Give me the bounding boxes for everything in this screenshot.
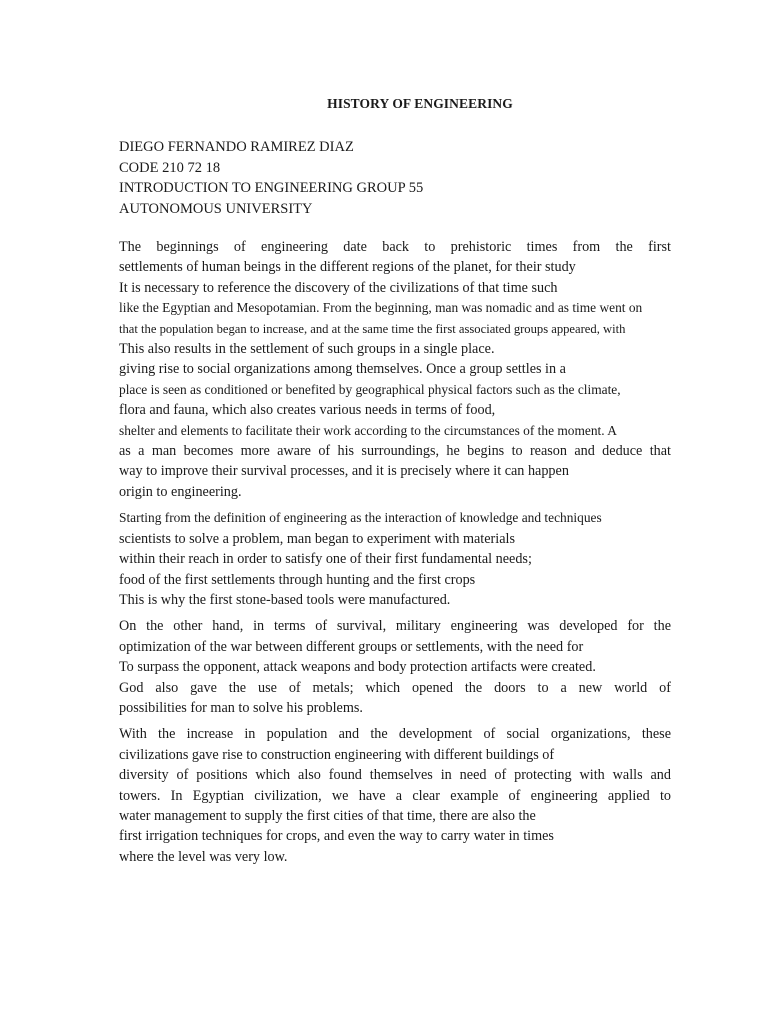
text-line: optimization of the war between different groups or settlements, with the need for xyxy=(119,638,584,655)
text-line: like the Egyptian and Mesopotamian. From the beginning, man was nomadic and as time went on xyxy=(119,300,643,316)
text-line: food of the first settlements through hunting and the first crops xyxy=(119,571,476,588)
institution-name: AUTONOMOUS UNIVERSITY xyxy=(119,200,313,217)
text-line: giving rise to social organizations among themselves. Once a group settles in a xyxy=(119,361,566,378)
text-line: where the level was very low. xyxy=(119,848,288,865)
text-line: possibilities for man to solve his problems. xyxy=(119,699,363,716)
text-line: towers. In Egyptian civilization, we have a clear example of engineering applied to xyxy=(119,787,671,804)
text-line: Starting from the definition of engineering as the interaction of knowledge and techniques xyxy=(119,510,602,526)
text-line: With the increase in population and the development of social organizations, these xyxy=(119,726,671,743)
text-line: This is why the first stone-based tools were manufactured. xyxy=(119,591,451,608)
paragraph-1 xyxy=(119,237,671,502)
text-line: first irrigation techniques for crops, and even the way to carry water in times xyxy=(119,828,554,845)
text-line: within their reach in order to satisfy one of their first fundamental needs; xyxy=(119,551,532,568)
text-line: that the population began to increase, and at the same time the first associated groups appeared, with xyxy=(119,321,626,336)
student-code: CODE 210 72 18 xyxy=(119,159,221,176)
document-title: HISTORY OF ENGINEERING xyxy=(327,96,513,111)
paragraph-3 xyxy=(119,616,671,718)
paragraph-2 xyxy=(119,508,671,610)
author-name: DIEGO FERNANDO RAMIREZ DIAZ xyxy=(119,139,354,155)
text-line: origin to engineering. xyxy=(119,483,242,500)
course-name: INTRODUCTION TO ENGINEERING GROUP 55 xyxy=(119,180,424,196)
text-line: diversity of positions which also found themselves in need of protecting with walls and xyxy=(119,767,671,784)
text-line: To surpass the opponent, attack weapons and body protection artifacts were created. xyxy=(119,659,596,676)
text-line: water management to supply the first cities of that time, there are also the xyxy=(119,807,536,824)
text-line: This also results in the settlement of such groups in a single place. xyxy=(119,341,495,358)
text-line: On the other hand, in terms of survival, military engineering was developed for the xyxy=(119,618,671,635)
text-line: place is seen as conditioned or benefited by geographical physical factors such as the climate, xyxy=(119,381,621,397)
text-line: civilizations gave rise to construction engineering with different buildings of xyxy=(119,746,555,763)
document-body xyxy=(119,237,671,873)
text-line: shelter and elements to facilitate their work according to the circumstances of the moment. A xyxy=(119,422,617,438)
text-line: The beginnings of engineering date back to prehistoric times from the first xyxy=(119,239,671,255)
text-line: as a man becomes more aware of his surroundings, he begins to reason and deduce that xyxy=(119,443,671,460)
text-line: way to improve their survival processes, and it is precisely where it can happen xyxy=(119,463,569,480)
text-line: scientists to solve a problem, man began to experiment with materials xyxy=(119,530,515,547)
text-line: God also gave the use of metals; which opened the doors to a new world of xyxy=(119,679,671,696)
author-info-block xyxy=(119,137,423,219)
paragraph-4 xyxy=(119,724,671,867)
text-line: settlements of human beings in the different regions of the planet, for their study xyxy=(119,259,576,276)
text-line: It is necessary to reference the discovery of the civilizations of that time such xyxy=(119,279,558,296)
text-line: flora and fauna, which also creates various needs in terms of food, xyxy=(119,402,496,419)
